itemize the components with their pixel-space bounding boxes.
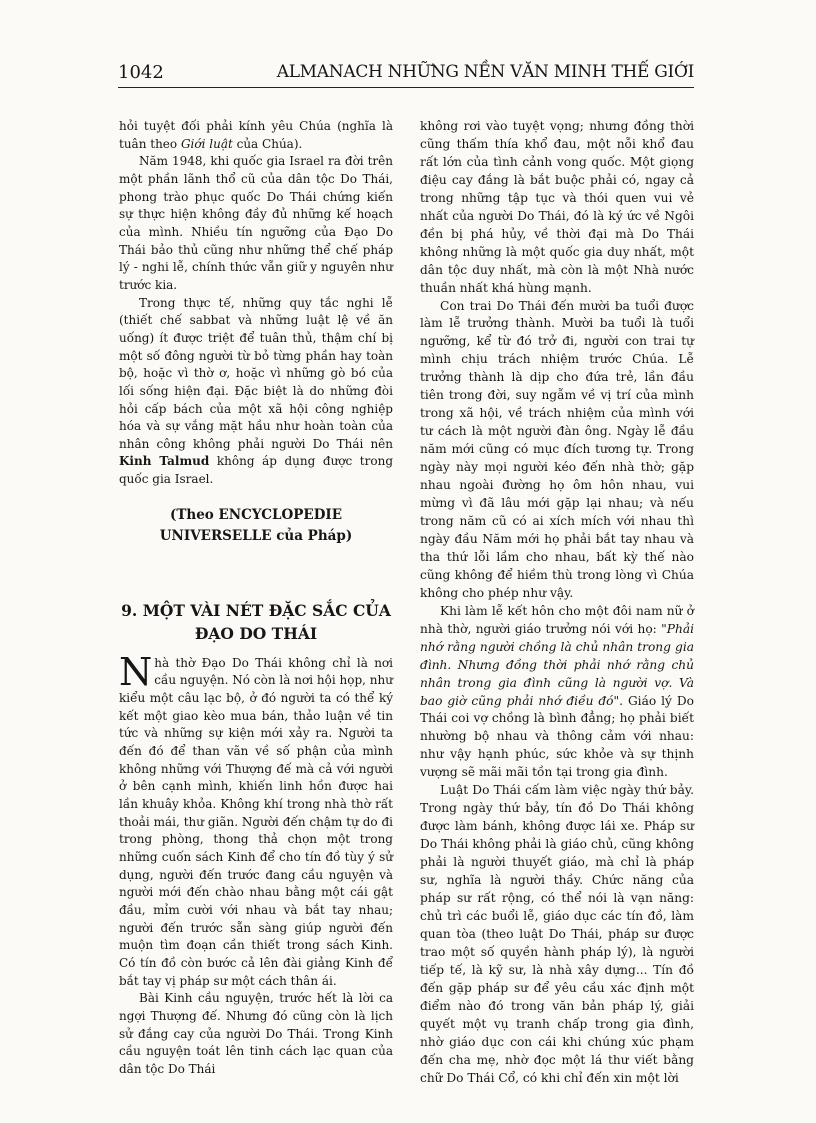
paragraph: [420, 603, 694, 783]
right-column: [420, 118, 694, 1087]
section-title: [119, 599, 393, 645]
paragraph-text: không áp dụng được trong quốc gia Israel.: [119, 454, 394, 487]
paragraph: Luật Do Thái cấm làm việc ngày thứ bảy. Trong ngày thứ bảy, tín đồ Do Thái không được làm bánh, không được lái xe. Pháp sư Do Thái không phải là giáo chủ, cũng không phải là người thuyết giáo, mà chỉ là pháp sư, nghĩa là người thầy. Chức năng của pháp sư rất rộng, có thể nói là vạn năng: chủ trì các buổi lễ, giáo dục các tín đồ, làm quan tòa (theo luật Do Thái, pháp sư được trao một số quyền hành pháp lý), là người tiếp tế, là kỹ sư, là nhà xây dựng... Tín đồ đến gặp pháp sư để yêu cầu xác định một điểm nào đó trong văn bản pháp lý, giải quyết một vụ tranh chấp trong gia đình, nhờ giáo dục con cái khi chúng xúc phạm đến cha mẹ, nhờ đọc một lá thư viết bằng chữ Do Thái Cổ, có khi chỉ đến xin một lời: [420, 783, 694, 1085]
source-credit: [119, 505, 393, 547]
quoted-speech: "Phải nhớ rằng người chồng là chủ nhân trong gia đình. Nhưng đồng thời phải nhớ rằng chủ nhân trong gia đình cũng là người vợ. Và bao giờ cũng phải nhớ điều đó": [420, 621, 694, 708]
left-column: [119, 118, 393, 1079]
source-credit-line: UNIVERSELLE của Pháp): [159, 527, 353, 544]
bold-term: Kinh Talmud: [119, 454, 210, 469]
paragraph-text: hà thờ Đạo Do Thái không chỉ là nơi cầu nguyện. Nó còn là nơi hội họp, như kiểu một câu lạc bộ, ở đó người ta có thể ký kết một giao kèo mua bán, thảo luận về tin tức và những sự kiện mới xảy ra. Người ta đến đó để than vãn về số phận của mình không những với Thượng đế mà cả với người ở bên cạnh mình, khiến linh hồn được hai lần khuây khỏa. Không khí trong nhà thờ rất thoải mái, thư giãn. Người đến chậm tự do đi trong phòng, thong thả chọn một trong những cuốn sách Kinh để cho tín đồ tùy ý sử dụng, người đến trước đang cầu nguyện và người mới đến chào nhau bằng một cái gật đầu, mỉm cười với nhau và bắt tay nhau; người đến trước sẵn sàng giúp người đến muộn tìm đoạn cần thiết trong sách Kinh. Có tín đồ còn bước cả lên đài giảng Kinh để bắt tay vị pháp sư một cách thân ái.: [119, 655, 393, 988]
paragraph-text: Khi làm lễ kết hôn cho một đôi nam nữ ở nhà thờ, người giáo trưởng nói với họ:: [420, 603, 694, 636]
source-credit-line: (Theo ENCYCLOPEDIE: [169, 506, 343, 523]
paragraph-text: hỏi tuyệt đối phải kính yêu Chúa (nghĩa là tuân theo: [119, 119, 393, 151]
paragraph: [119, 295, 393, 489]
header-rule: [118, 87, 694, 88]
paragraph: không rơi vào tuyệt vọng; nhưng đồng thời cũng thấm thía khổ đau, một nỗi khổ đau rất lớn của tình cảnh vong quốc. Một giọng điệu cay đắng là bắt buộc phải có, ngay cả trong những tập tục và thói quen vui vẻ nhất của người Do Thái, đó là ký ức về Ngôi đền bị phá hủy, về thời đại mà Do Thái không những là một quốc gia duy nhất, một dân tộc duy nhất, mà còn là một Nhà nước thuần nhất khá hùng mạnh.: [420, 119, 694, 295]
section-title-line: 9. MỘT VÀI NÉT ĐẶC SẮC CỦA: [121, 600, 391, 620]
paragraph: [119, 649, 393, 990]
paragraph: Bài Kinh cầu nguyện, trước hết là lời ca ngợi Thượng đế. Nhưng đó cũng còn là lịch sử đắng cay của người Do Thái. Trong Kinh cầu nguyện toát lên tinh cách lạc quan của dân tộc Do Thái: [119, 991, 393, 1076]
paragraph: Con trai Do Thái đến mười ba tuổi được làm lễ trưởng thành. Mười ba tuổi là tuổi ngưỡng, kể từ đó trở đi, người con trai tự mình chịu trách nhiệm trước Chúa. Lễ trưởng thành là dịp cho đứa trẻ, lần đầu tiên trong đời, suy ngẫm về vị trí của mình trong xã hội, về trách nhiệm của mình với tư cách là một người đàn ông. Ngày lễ đầu năm mới cũng có mục đích tương tự. Trong ngày này mọi người kéo đến nhà thờ; gặp nhau ngoài đường họ ôm hôn nhau, vui mừng vì đã lâu mới gặp lại nhau; và nếu trong năm cũ có ai xích mích với nhau thì ngày đầu Năm mới họ phải bắt tay nhau và tha thứ lỗi lầm cho nhau, bất kỳ thế nào cũng không để hiềm thù trong lòng vì Chúa không cho phép như vậy.: [420, 298, 694, 600]
paragraph-text: của Chúa).: [232, 136, 303, 151]
emphasis-text: Giới luật: [180, 136, 233, 151]
drop-cap: N: [119, 649, 153, 694]
paragraph: [119, 118, 393, 153]
section-title-line: ĐẠO DO THÁI: [194, 623, 318, 643]
page-header: [118, 54, 694, 88]
paragraph: Năm 1948, khi quốc gia Israel ra đời trên một phần lãnh thổ cũ của dân tộc Do Thái, phong trào phục quốc Do Thái chứng kiến sự thực hiện không đầy đủ những kế hoạch của mình. Nhiều tín ngưỡng của Đạo Do Thái bảo thủ cũng như những thể chế pháp lý - nghi lễ, chính thức vẫn giữ y nguyên như trước kia.: [119, 154, 393, 292]
page-number: 1042: [118, 62, 164, 83]
paragraph-text: . Giáo lý Do Thái coi vợ chồng là bình đẳng; họ phải biết nhường bộ nhau và thông cảm với nhau: như vậy hạnh phúc, sức khỏe và sự thịnh vượng sẽ mãi mãi tồn tại trong gia đình.: [420, 693, 694, 780]
running-title: ALMANACH NHỮNG NỀN VĂN MINH THẾ GIỚI: [276, 62, 694, 82]
paragraph-text: Trong thực tế, những quy tắc nghi lễ (thiết chế sabbat và những luật lệ về ăn uống) ít được triệt để tuân thủ, thậm chí bị một số đông người từ bỏ từng phần hay toàn bộ, hoặc vì thờ ơ, hoặc vì những gò bó của lối sống hiện đại. Đặc biệt là do những đòi hỏi cấp bách của một xã hội công nghiệp hóa và sự vắng mặt hầu như hoàn toàn của nhân công không phải người Do Thái nên: [119, 295, 393, 451]
